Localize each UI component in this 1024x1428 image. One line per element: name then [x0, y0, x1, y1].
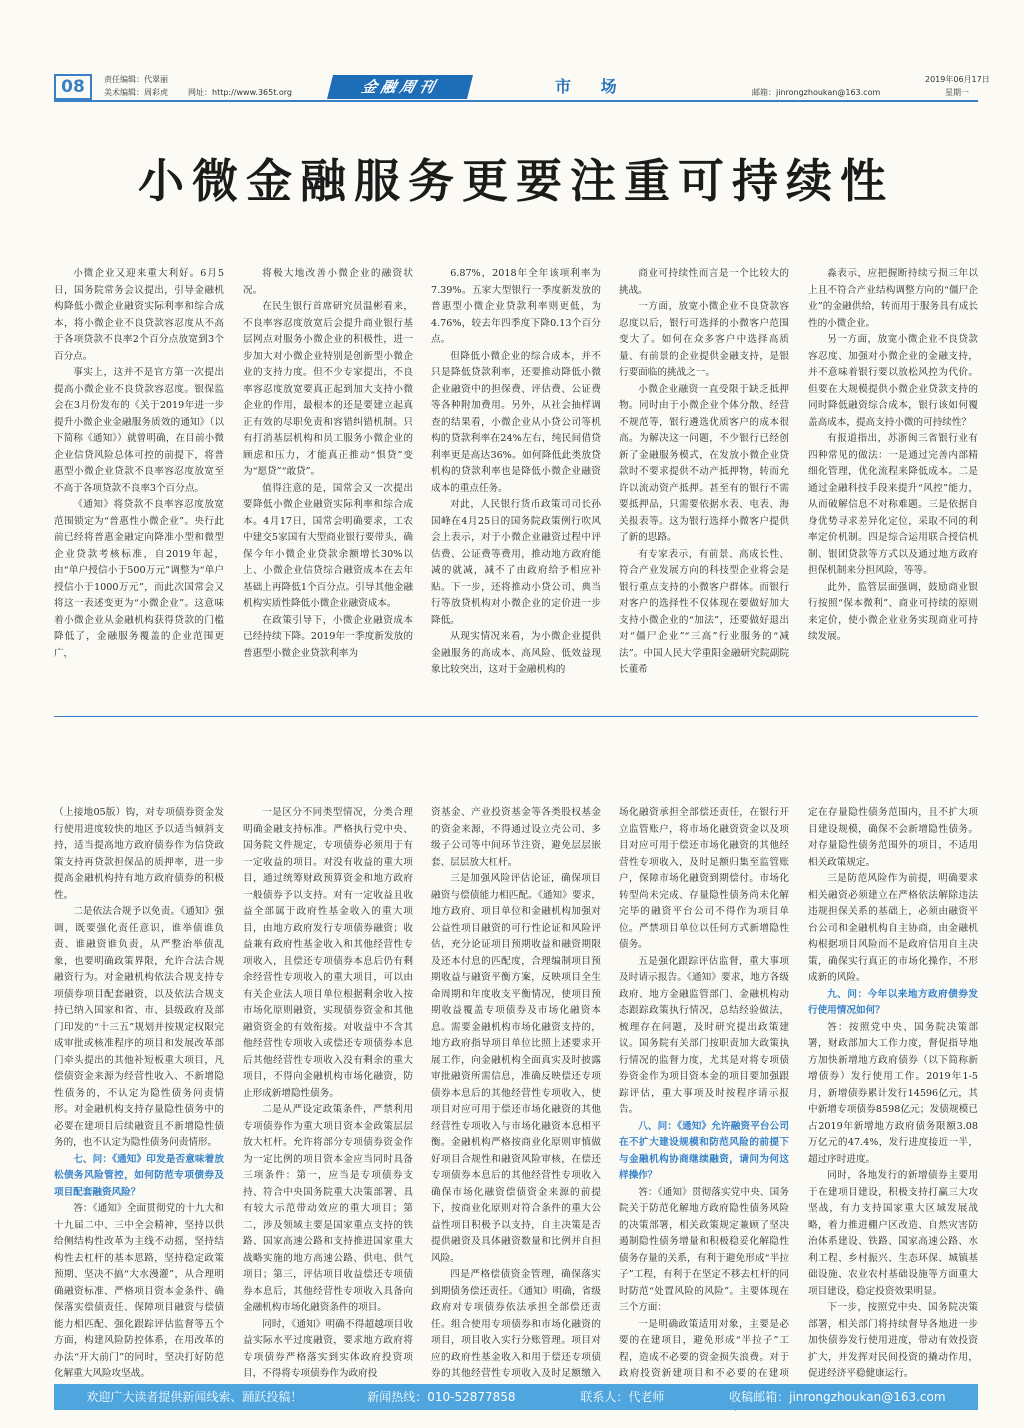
page-number: 08	[54, 74, 92, 100]
paragraph: 有专家表示，有前景、高成长性、符合产业发展方向的科技型企业将会是银行重点支持的小微客户群体。而银行对客户的选择性不仅体现在要做好加大支持小微企业的“加法”，还要做好退出对“僵尸企业”“三高”行业服务的“减法”。中国人民大学重阳金融研究院副院长董希	[619, 548, 789, 675]
paragraph: 五是强化跟踪评估监督，重大事项及时请示报告。《通知》要求，地方各级政府、地方金融监管部门、金融机构动态跟踪政策执行情况，总结经验做法，梳理存在问题，及时研究提出政策建议。国务院有关部门按职责加大政策执行情况的监督力度，尤其是对将专项债券资金作为项目资本金的项目要加强跟踪评估，重大事项及时按程序请示报告。	[619, 955, 789, 1115]
paragraph: 答：按照党中央、国务院决策部署，财政部加大工作力度，督促指导地方加快新增地方政府债券（以下简称新增债券）发行使用工作。2019年1-5月，新增债券累计发行14596亿元，其中新增专项债券8598亿元；发债规模已占2019年新增地方政府债务限额3.08万亿元的47.4%，发行进度接近一半，超过序时进度。	[808, 1021, 978, 1165]
email-link[interactable]: 邮箱：jinrongzhoukan@163.com	[752, 88, 881, 97]
paragraph: 下一步，按照党中央、国务院决策部署，相关部门将持续督导各地进一步加快债券发行使用进度，带动有效投资扩大，并发挥对民间投资的撬动作用，促进经济平稳健康运行。	[808, 1302, 978, 1379]
footer-contact: 联系人：代老师	[580, 1390, 665, 1404]
section-divider	[54, 716, 978, 717]
footer-email[interactable]: 收稿邮箱：jinrongzhoukan@163.com	[729, 1390, 946, 1404]
paragraph: 一是明确政策适用对象，主要是必要的在建项目，避免形成“半拉子”工程，造成不必要的资金损失浪费。对于政府投资新建项目和不必要的在建项	[619, 1318, 789, 1379]
masthead-text: 金融周刊	[359, 78, 441, 96]
website-link[interactable]: 网址：http://www.365t.org	[188, 88, 293, 97]
paragraph: 答：《通知》全面贯彻党的十九大和十九届二中、三中全会精神，坚持以供给侧结构性改革为主线不动摇，坚持结构性去杠杆的基本思路，坚持稳定政策预期、坚决不搞“大水漫灌”，从合理明确融资标准、严格项目资本金条件、确保落实偿债责任、保障项目融资与偿债能力相匹配、强化跟踪评估监督等五个方面，构建风险防控体系，在用改革的办法“开大前门”的同时，坚决打好防范化解重大风险攻坚战。	[54, 1203, 224, 1379]
article-column-1	[54, 266, 224, 659]
footer-invite: 欢迎广大读者提供新闻线索、踊跃投稿！	[86, 1390, 303, 1404]
article-headline: 小微金融服务更要注重可持续性	[138, 154, 894, 208]
paragraph: 值得注意的是，国常会又一次提出要降低小微企业融资实际利率和综合成本。4月17日，国常会明确要求，工农中建交5家国有大型商业银行要带头，确保今年小微企业贷款余额增长30%以上、小微企业信贷综合融资成本在去年基础上再降低1个百分点。引导其他金融机构实质性降低小微企业融资成本。	[243, 482, 413, 609]
paragraph: 三是防范风险作为前提，明确要求相关融资必须建立在严格依法解除违法违规担保关系的基础上，必须由融资平台公司和金融机构自主协商，由金融机构根据项目风险而不是政府信用自主决策，确保实行真正的市场化操作，不形成新的风险。	[808, 873, 978, 983]
paragraph: 《通知》将贷款不良率容忍度放宽范围锁定为“普惠性小微企业”。央行此前已经将普惠金融定向降准小型和微型企业贷款考核标准，自2019年起，由“单户授信小于500万元”调整为“单户授信小于1000万元”，而此次国常会又将这一表述变更为“小微企业”。这意味着小微企业从金融机构获得贷款的门槛降低了，金融服务覆盖的企业范围更广，	[54, 499, 224, 659]
qa-column-4	[619, 805, 789, 1379]
article-column-2	[243, 266, 413, 659]
paragraph: 小微企业又迎来重大利好。6月5日，国务院常务会议提出，引导金融机构降低小微企业融资实际利率和综合成本，将小微企业不良贷款容忍度从不高于各项贷款不良率2个百分点放宽到3个百分点。	[54, 268, 224, 362]
paragraph: 答：《通知》贯彻落实党中央、国务院关于防范化解地方政府隐性债务风险的决策部署，相关政策规定兼顾了坚决遏制隐性债务增量和积极稳妥化解隐性债务存量的关系，有利于避免形成“半拉子”工程，有利于在坚定不移去杠杆的同时防范“处置风险的风险”。主要体现在三个方面：	[619, 1186, 789, 1313]
paragraph: 对此，人民银行货币政策司司长孙国峰在4月25日的国务院政策例行吹风会上表示，对于小微企业融资过程中评估费、公证费等费用，推动地方政府能减的就减，减不了由政府给予相应补贴。下一步，还将推动小贷公司、典当行等放贷机构对小微企业的定价进一步降低。	[431, 499, 601, 626]
question-heading: 八、问：《通知》允许融资平台公司在不扩大建设规模和防范风险的前提下与金融机构协商继续融资，请问为何这样操作？	[619, 1120, 789, 1181]
paragraph: 三是加强风险评估论证，确保项目融资与偿债能力相匹配。《通知》要求，地方政府、项目单位和金融机构加强对公益性项目融资的可行性论证和风险评估，充分论证项目预期收益和融资期限及还本付息的匹配度，合理编制项目预期收益与融资平衡方案，反映项目全生命周期和年度收支平衡情况，使项目预期收益覆盖专项债券及市场化融资本息。需要金融机构市场化融资支持的，地方政府指导项目单位比照上述要求开展工作，向金融机构全面真实及时披露审批融资所需信息，准确反映偿还专项债券本息后的其他经营性专项收入，使项目对应可用于偿还市场化融资的其他经营性专项收入与市场化融资本息相平衡。金融机构严格按商业化原则审慎做好项目合规性和融资风险审核，在偿还专项债券本息后的其他经营性专项收入确保市场化融资偿债资金来源的前提下，按商业化原则对符合条件的重大公益性项目积极予以支持，自主决策是否提供融资及具体融资数量和比例并自担风险。	[431, 873, 601, 1264]
paragraph: 有报道指出，苏浙闽三省银行业有四种常见的做法：一是通过完善内部精细化管理，优化流程来降低成本。二是通过金融科技手段来提升“风控”能力，从而破解信息不对称难题。三是依据自身优势寻求差异化定位，采取不同的利率定价机制。四是综合运用联合授信机制、银团贷款等方式以及通过地方政府担保机制来分担风险，等等。	[808, 433, 978, 576]
qa-column-1	[54, 805, 224, 1379]
question-heading: 九、问：今年以来地方政府债券发行使用情况如何？	[808, 988, 978, 1016]
paragraph: 淼表示，应把握断持续亏损三年以上且不符合产业结构调整方向的“僵尸企业”的金融供给，转而用于服务具有成长性的小微企业。	[808, 268, 978, 329]
paragraph: （上接地05版）钩，对专项债券资金发行使用进度较快的地区予以适当倾斜支持，适当提高地方政府债券作为信贷政策支持再贷款担保品的质押率，进一步提高金融机构持有地方政府债券的积极性。	[54, 807, 224, 901]
issue-date: 2019年06月17日	[925, 75, 990, 84]
issue-weekday: 星期一	[945, 88, 969, 97]
article-column-3	[431, 266, 601, 675]
paragraph: 场化融资承担全部偿还责任，在银行开立监管账户，将市场化融资资金以及项目对应可用于偿还市场化融资的其他经营性专项收入，及时足额归集至监管账户，保障市场化融资到期偿付。市场化转型尚未完成、存量隐性债务尚未化解完毕的融资平台公司不得作为项目单位。严禁项目单位以任何方式新增隐性债务。	[619, 807, 789, 950]
qa-column-5	[808, 805, 978, 1379]
paragraph: 小微企业融资一直受限于缺乏抵押物。同时由于小微企业个体分散、经营不规范等，银行遴选优质客户的成本很高。为解决这一问题，不少银行已经创新了金融服务模式，在发放小微企业贷款时不要求提供不动产抵押物，转而允许以流动资产抵押。甚至有的银行不需要抵押品，只需要依据水表、电表、海关报表等。这为银行选择小微客户提供了新的思路。	[619, 383, 789, 543]
paragraph: 6.87%，2018年全年该项利率为7.39%。五家大型银行一季度新发放的普惠型小微企业贷款利率则更低，为4.76%，较去年四季度下降0.13个百分点。	[431, 268, 601, 345]
question-heading: 七、问：《通知》印发是否意味着放松债务风险管控，如何防范专项债券及项目配套融资风险？	[54, 1153, 224, 1198]
paragraph: 在政策引导下，小微企业融资成本已经持续下降。2019年一季度新发放的普惠型小微企业贷款利率为	[243, 614, 413, 659]
paragraph: 二是依法合规予以免责。《通知》强调，既要强化责任意识，谁举债谁负责、谁融资谁负责，从严整治举债乱象，也要明确政策界限，允许合法合规融资行为。对金融机构依法合规支持专项债券项目配套融资，以及依法合规支持已纳入国家和省、市、县级政府及部门印发的“十三五”规划并按规定权限完成审批或核准程序的项目和发展改革部门牵头提出的其他补短板重大项目，凡偿债资金来源为经营性收入、不新增隐性债务的，不认定为隐性债务问责情形。对金融机构支持存量隐性债务中的必要在建项目后续融资且不新增隐性债务的，也不认定为隐性债务问责情形。	[54, 906, 224, 1148]
paragraph: 事实上，这并不是官方第一次提出提高小微企业不良贷款容忍度。银保监会在3月份发布的《关于2019年进一步提升小微企业金融服务质效的通知》（以下简称《通知》）就曾明确，在目前小微企业信贷风险总体可控的前提下，将普惠型小微企业贷款不良率容忍度放宽至不高于各项贷款不良率3个百分点。	[54, 367, 224, 494]
paragraph: 一是区分不同类型情况，分类合理明确金融支持标准。严格执行党中央、国务院文件规定，专项债券必须用于有一定收益的项目。对没有收益的重大项目，通过统筹财政预算资金和地方政府一般债券予以支持。对有一定收益且收益全部属于政府性基金收入的重大项目，由地方政府发行专项债券融资；收益兼有政府性基金收入和其他经营性专项收入，且偿还专项债券本息后仍有剩余经营性专项收入的重大项目，可以由有关企业法人项目单位根据剩余收入按市场化原则融资，实现债券资金和其他融资资金的有效衔接。对收益中不含其他经营性专项收入或偿还专项债券本息后其他经营性专项收入没有剩余的重大项目，不得向金融机构市场化融资，防止形成新增隐性债务。	[243, 807, 413, 1099]
paragraph: 但降低小微企业的综合成本，并不只是降低贷款利率，还要推动降低小微企业融资中的担保费、评估费、公证费等各种附加费用。另外，从社会抽样调查的结果看，小微企业从小贷公司等机构的贷款利率在24%左右，纯民间借贷利率更是高达36%。如何降低此类放贷机构的贷款利率也是降低小微企业融资成本的重点任务。	[431, 350, 601, 494]
paragraph: 定在存量隐性债务范围内，且不扩大项目建设规模，确保不会新增隐性债务。对存量隐性债务范围外的项目，不适用相关政策规定。	[808, 807, 978, 868]
paragraph: 商业可持续性而言是一个比较大的挑战。	[619, 268, 789, 296]
paragraph: 另一方面，放宽小微企业不良贷款容忍度、加强对小微企业的金融支持，并不意味着银行要以放松风控为代价。但要在大规模提供小微企业贷款支持的同时降低融资综合成本，银行该如何覆盖高成本，提高支持小微的可持续性？	[808, 334, 978, 428]
paragraph: 此外，监管层面强调，鼓励商业银行按照“保本微利”、商业可持续的原则来定价，使小微企业业务实现商业可持续发展。	[808, 581, 978, 642]
paragraph: 在民生银行首席研究员温彬看来，不良率容忍度放宽后会提升商业银行基层网点对服务小微企业的积极性，进一步加大对小微企业特别是创新型小微企业的支持力度。但不少专家提出，不良率容忍度放宽要真正起到加大支持小微企业的作用，最根本的还是要建立起真正有效的尽职免责和容错纠错机制。只有打消基层机构和员工服务小微企业的顾虑和压力，才能真正推动“惧贷”变为“愿贷”“敢贷”。	[243, 301, 413, 477]
paragraph: 一方面，放宽小微企业不良贷款容忍度以后，银行可选择的小微客户范围变大了。如何在众多客户中选择高质量、有前景的企业提供金融支持，是银行要面临的挑战之一。	[619, 301, 789, 378]
section-title: 市 场	[555, 77, 629, 96]
masthead-logo	[327, 75, 473, 99]
paragraph: 四是严格偿债资金管理，确保落实到期债务偿还责任。《通知》明确，省级政府对专项债券依法承担全部偿还责任。组合使用专项债券和市场化融资的项目，项目收入实行分账管理。项目对应的政府性基金收入和用于偿还专项债券的其他经营性专项收入及时足额缴入	[431, 1269, 601, 1379]
article-column-5	[808, 266, 978, 656]
designer-credit: 美术编辑：周彩虎	[104, 88, 168, 97]
header-rule	[54, 100, 978, 102]
qa-column-3	[431, 805, 601, 1379]
editor-credit: 责任编辑：代翠丽	[104, 75, 168, 84]
footer-bar	[54, 1384, 978, 1410]
paragraph: 将极大地改善小微企业的融资状况。	[243, 268, 413, 296]
paragraph: 二是从严设定政策条件，严禁利用专项债券作为重大项目资本金政策层层放大杠杆。允许将部分专项债券资金作为一定比例的项目资本金应当同时具备三项条件：第一，应当是专项债券支持、符合中央国务院重大决策部署、具有较大示范带动效应的重大项目；第二，涉及领域主要是国家重点支持的铁路、国家高速公路和支持推进国家重大战略实施的地方高速公路、供电、供气项目；第三，评估项目收益偿还专项债券本息后，其他经营性专项收入具备向金融机构市场化融资条件的项目。	[243, 1104, 413, 1313]
footer-hotline: 新闻热线：010-52877858	[367, 1390, 516, 1404]
paragraph: 从现实情况来看，为小微企业提供金融服务的高成本、高风险、低效益现象比较突出，这对于金融机构的	[431, 631, 601, 675]
paragraph: 资基金、产业投资基金等各类股权基金的资金来源，不得通过设立壳公司、多级子公司等中间环节注资，避免层层嵌套、层层放大杠杆。	[431, 807, 601, 868]
article-column-4	[619, 266, 789, 675]
paragraph: 同时，各地发行的新增债券主要用于在建项目建设，积极支持打赢三大攻坚战，有力支持国家重大区域发展战略，着力推进棚户区改造、自然灾害防治体系建设、铁路、国家高速公路、水利工程、乡村振兴、生态环保、城镇基础设施、农业农村基础设施等方面重大项目建设，稳定投资效果明显。	[808, 1170, 978, 1297]
qa-column-2	[243, 805, 413, 1379]
paragraph: 同时，《通知》明确不得超越项目收益实际水平过度融资，要求地方政府将专项债券严格落实到实体政府投资项目，不得将专项债券作为政府投	[243, 1318, 413, 1379]
